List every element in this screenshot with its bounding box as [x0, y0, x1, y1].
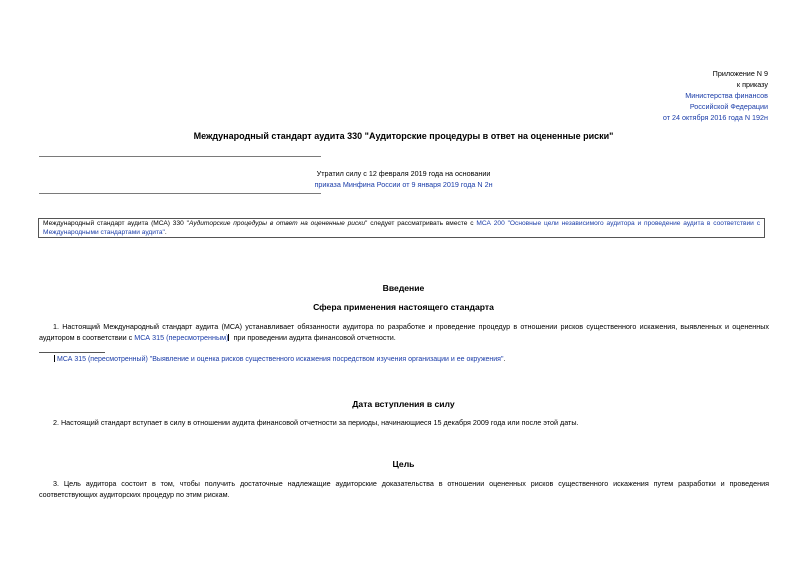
- paragraph-1: [39, 321, 769, 343]
- footnote: [54, 355, 505, 365]
- section-heading-effective: Дата вступления в силу: [352, 399, 455, 409]
- footnote-bar: [54, 355, 55, 362]
- note-prefix: Международный стандарт аудита (МСА) 330 ": [43, 220, 189, 227]
- repeal-order-link[interactable]: приказа Минфина России от 9 января 2019 года N 2н: [314, 180, 493, 189]
- note-middle: " следует рассматривать вместе с: [365, 220, 477, 227]
- appendix-country-link[interactable]: Российской Федерации: [689, 102, 768, 111]
- status-line2: [0, 179, 807, 190]
- paragraph-2: 2. Настоящий стандарт вступает в силу в отношении аудита финансовой отчетности за периоды, начинающиеся 15 декабря 2009 года или после этой даты.: [53, 418, 579, 427]
- section-heading-scope: Сфера применения настоящего стандарта: [313, 302, 494, 312]
- paragraph-1-text-end: при проведении аудита финансовой отчетности.: [231, 333, 396, 342]
- note-suffix: .: [164, 228, 167, 236]
- appendix-block: [663, 68, 768, 123]
- appendix-date-link[interactable]: от 24 октября 2016 года N 192н: [662, 113, 768, 122]
- isa315-link[interactable]: МСА 315 (пересмотренным): [134, 333, 229, 342]
- document-title: Международный стандарт аудита 330 "Аудиторские процедуры в ответ на оцененные риски": [193, 131, 614, 141]
- paragraph-3: 3. Цель аудитора состоит в том, чтобы получить достаточные надлежащие аудиторские доказательства в отношении оцененных рисков существенного искажения путем разработки и проведения соответствующих аудиторских процедур по этим рискам.: [39, 479, 769, 499]
- section-heading-intro: Введение: [382, 283, 425, 293]
- status-top-rule: [39, 156, 321, 157]
- note-isa200-link[interactable]: МСА 200 "Основные цели независимого аудитора и проведение аудита в соответствии с Международными стандартами аудита": [43, 220, 760, 236]
- appendix-ministry-link[interactable]: Министерства финансов: [685, 91, 768, 100]
- paragraph-1-text: 1. Настоящий Международный стандарт аудита (МСА) устанавливает обязанности аудитора по разработке и проведение процедур в отношении рисков существенного искажения, выявленных и оцененных аудитором в соответствии с: [39, 322, 769, 342]
- note-title: Аудиторские процедуры в ответ на оцененные риски: [189, 220, 366, 227]
- status-text: Утратил силу с 12 февраля 2019 года на основании: [316, 169, 491, 178]
- note-box: [38, 218, 765, 238]
- footnote-marker: [228, 334, 229, 341]
- footnote-suffix: .: [503, 356, 506, 363]
- footnote-rule: [39, 352, 105, 353]
- appendix-order-ref: к приказу: [736, 80, 768, 89]
- appendix-number: Приложение N 9: [712, 69, 768, 78]
- section-heading-goal: Цель: [392, 459, 415, 469]
- footnote-isa315-link[interactable]: МСА 315 (пересмотренный) "Выявление и оценка рисков существенного искажения посредством изучения организации и ее окружения": [57, 356, 504, 363]
- status-bottom-rule: [39, 193, 321, 194]
